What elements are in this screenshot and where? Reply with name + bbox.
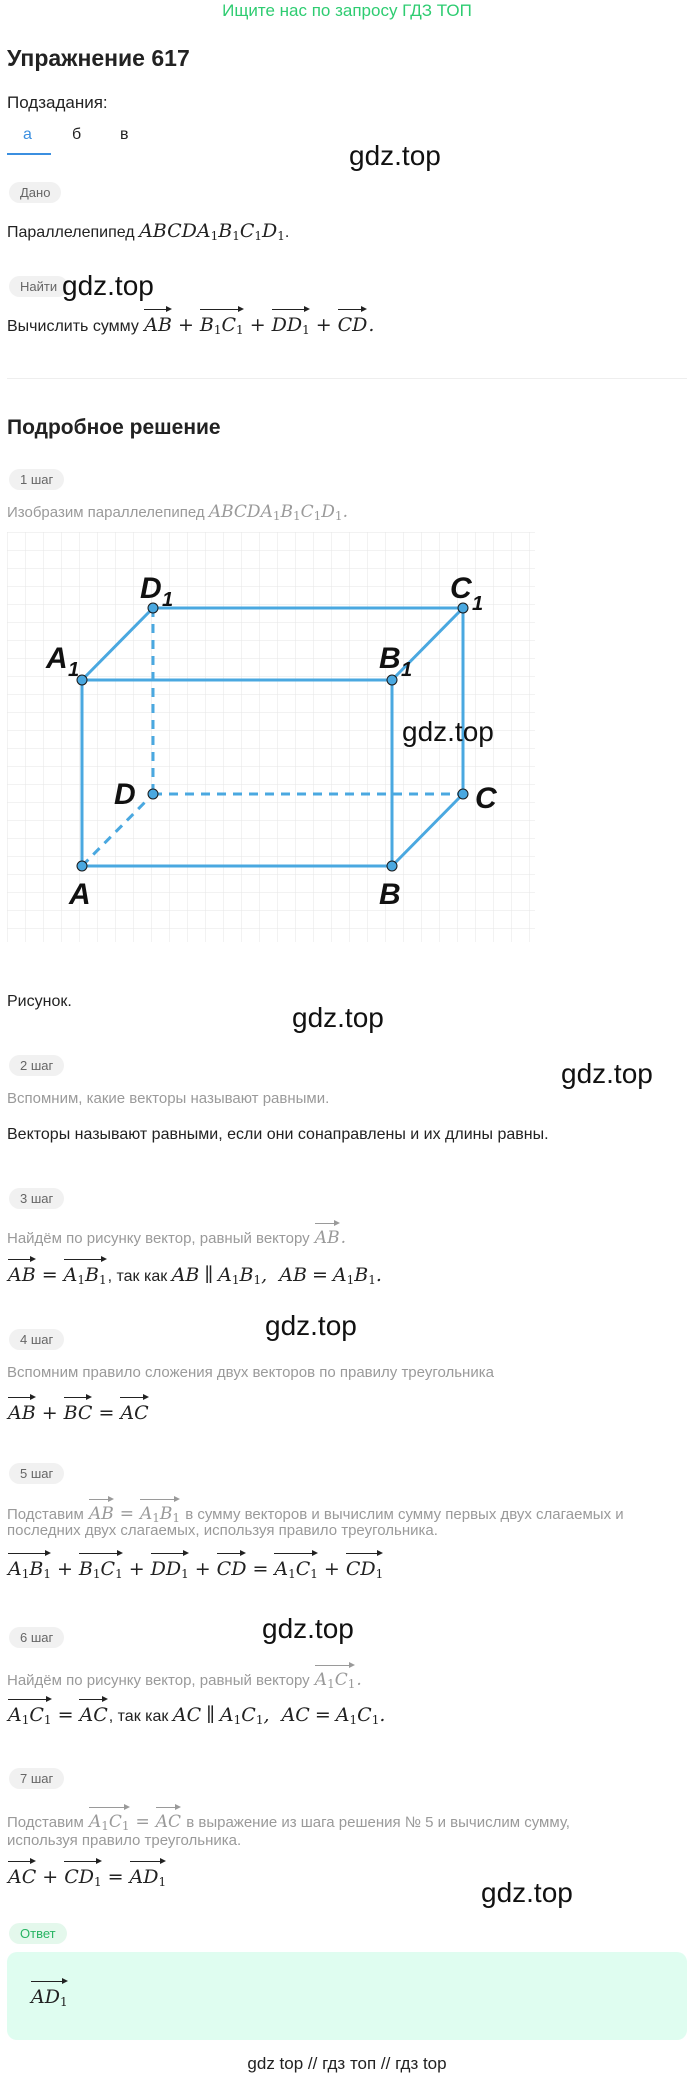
step-1-text: Изобразим параллелепипед $ABCDA_1B_1C_1D_1$. — [7, 502, 348, 523]
tab-a[interactable]: а — [23, 126, 32, 143]
label-A1-index: 1 — [68, 659, 80, 681]
label-A1: A — [46, 642, 68, 675]
step-5-text-line2: последних двух слагаемых, используя правило треугольника. — [7, 1522, 438, 1539]
label-B: B — [379, 878, 401, 911]
find-badge: Найти — [9, 276, 68, 297]
page-title: Упражнение 617 — [7, 45, 190, 71]
vertex-A — [77, 861, 87, 871]
step-2-badge: 2 шаг — [9, 1055, 64, 1076]
given-badge: Дано — [9, 182, 61, 203]
step-3-formula: AB = $A_1B_1$, так как AB ∥ $A_1B_1$, AB = $A_1B_1$. — [7, 1258, 382, 1287]
step-5-formula: $A_1B_1 + B_1C_1 + DD_1$ + CD = $A_1C_1 + CD_1$ — [7, 1552, 384, 1581]
step-4-text: Вспомним правило сложения двух векторов по правилу треугольника — [7, 1364, 494, 1381]
step-5-text: Подставим AB = $A_1B_1$ в сумму векторов и вычислим сумму первых двух слагаемых и — [7, 1498, 624, 1525]
step-7-text-line2: используя правило треугольника. — [7, 1832, 242, 1849]
watermark: gdz.top — [561, 1058, 653, 1089]
step-2-text: Вспомним, какие векторы называют равными. — [7, 1090, 330, 1107]
footer-links[interactable]: gdz top // гдз топ // гдз top — [247, 2054, 447, 2073]
answer-formula: $AD_1$ — [30, 1980, 69, 2009]
watermark: gdz.top — [265, 1310, 357, 1341]
label-C: C — [475, 782, 497, 815]
watermark: gdz.top — [349, 140, 441, 171]
vertex-C — [458, 789, 468, 799]
step-7-formula: AC + $CD_1 = AD_1$ — [7, 1860, 167, 1889]
step-7-text: Подставим $A_1C_1$ = AC в выражение из шага решения № 5 и вычислим сумму, — [7, 1806, 570, 1833]
label-B1-index: 1 — [401, 659, 413, 681]
label-C1: C — [450, 572, 472, 605]
step-2-note: Векторы называют равными, если они сонаправлены и их длины равны. — [7, 1126, 549, 1143]
subtasks-label: Подзадания: — [7, 93, 108, 112]
watermark: gdz.top — [402, 716, 494, 747]
solution-title: Подробное решение — [7, 416, 221, 439]
given-text: Параллелепипед $ABCDA_1B_1C_1D_1$. — [7, 220, 290, 243]
step-1-badge: 1 шаг — [9, 469, 64, 490]
watermark: gdz.top — [262, 1613, 354, 1644]
step-3-badge: 3 шаг — [9, 1188, 64, 1209]
step-4-formula: AB + BC = AC — [7, 1396, 150, 1424]
tab-b[interactable]: б — [72, 126, 82, 143]
step-4-badge: 4 шаг — [9, 1329, 64, 1350]
vertex-B — [387, 861, 397, 871]
step-5-badge: 5 шаг — [9, 1463, 64, 1484]
vertex-D — [148, 789, 158, 799]
watermark: gdz.top — [62, 270, 154, 301]
step-7-badge: 7 шаг — [9, 1768, 64, 1789]
label-D: D — [114, 778, 136, 811]
label-A: A — [69, 878, 91, 911]
label-D1: D — [140, 572, 162, 605]
vertex-B1 — [387, 675, 397, 685]
label-C1-index: 1 — [472, 593, 484, 615]
label-B1: B — [379, 642, 401, 675]
active-tab-indicator — [7, 153, 51, 155]
watermark: gdz.top — [481, 1877, 573, 1908]
figure-caption: Рисунок. — [7, 993, 72, 1010]
tab-v[interactable]: в — [120, 126, 129, 143]
step-3-text: Найдём по рисунку вектор, равный вектору AB. — [7, 1222, 346, 1248]
step-6-badge: 6 шаг — [9, 1627, 64, 1648]
answer-box — [7, 1952, 687, 2040]
step-6-text: Найдём по рисунку вектор, равный вектору $A_1C_1$. — [7, 1664, 362, 1691]
find-text: Вычислить сумму AB + $B_1C_1 + DD_1$ + CD. — [7, 308, 374, 337]
step-6-formula: $A_1C_1$ = AC, так как AC ∥ $A_1C_1$, AC = $A_1C_1$. — [7, 1698, 385, 1727]
answer-badge: Ответ — [9, 1923, 67, 1944]
watermark: gdz.top — [292, 1002, 384, 1033]
promo-banner[interactable]: Ищите нас по запросу ГДЗ ТОП — [222, 1, 472, 20]
label-D1-index: 1 — [162, 589, 174, 611]
divider — [7, 378, 687, 379]
